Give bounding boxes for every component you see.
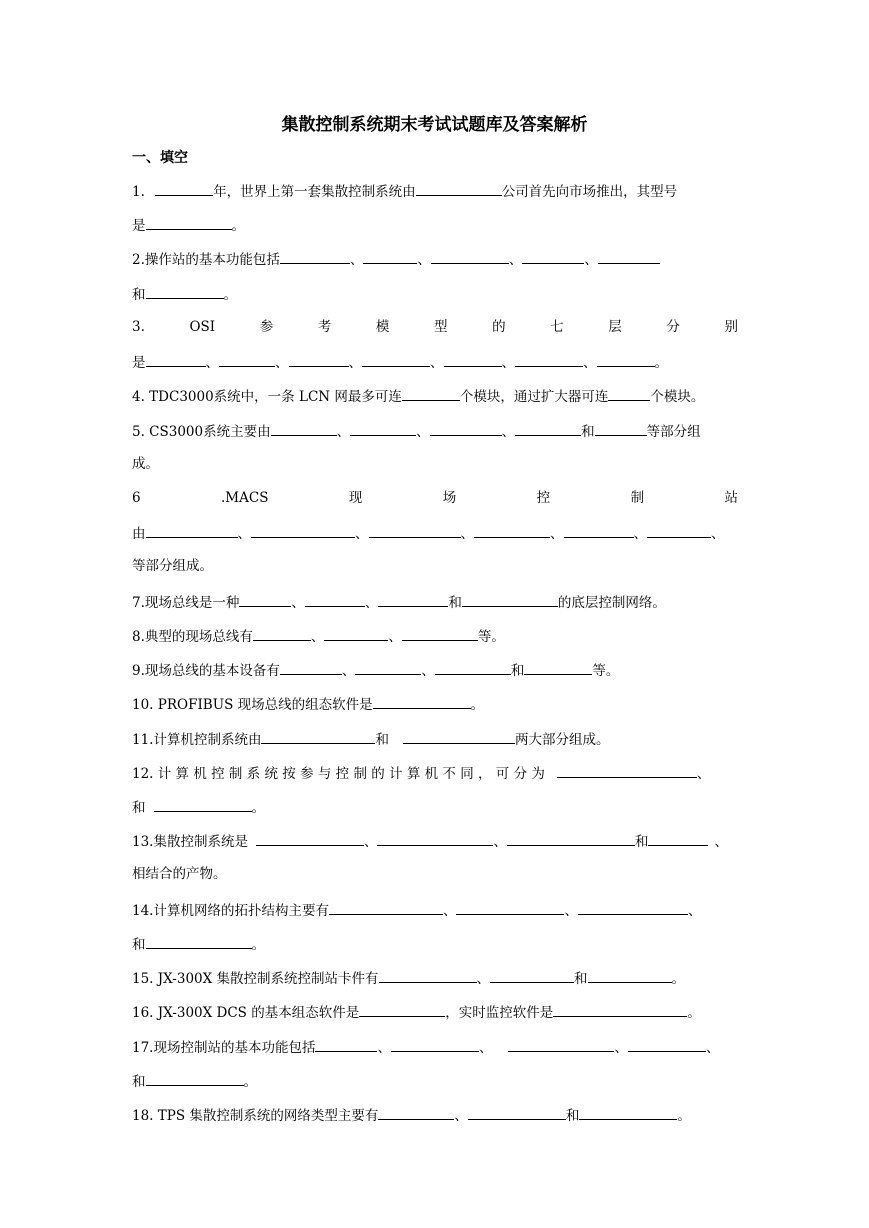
blank [578,899,688,915]
question-5: 5. CS3000系统主要由 、 、 、 和 等部分组 [132,420,738,440]
blank [369,522,461,538]
question-16: 16. JX-300X DCS 的基本组态软件是 ，实时监控软件是 。 [132,1001,738,1021]
blank [416,180,502,196]
question-2-cont: 和 。 [132,283,738,303]
question-14-cont: 和 。 [132,933,738,953]
blank [579,1104,677,1120]
blank [598,248,660,264]
blank [324,625,388,641]
blank [468,1104,566,1120]
blank [490,967,574,983]
question-9: 9.现场总线的基本设备有 、 、 和 等。 [132,659,738,679]
question-12: 12. 计 算 机 控 制 系 统 按 参 与 控 制 的 计 算 机 不 同 ， 可 分 为 、 [132,762,738,782]
blank [647,522,711,538]
question-2: 2.操作站的基本功能包括 、 、 、 、 [132,248,738,268]
question-8: 8.典型的现场总线有 、 、 等。 [132,625,738,645]
blank [435,659,511,675]
blank [329,899,443,915]
question-10: 10. PROFIBUS 现场总线的组态软件是 。 [132,693,738,713]
blank [253,625,311,641]
blank [146,351,206,367]
blank [462,591,558,607]
blank [362,351,430,367]
blank [239,591,291,607]
blank [524,659,592,675]
blank [146,522,238,538]
question-17-cont: 和 。 [132,1070,738,1090]
blank [251,522,355,538]
question-1-cont: 是 。 [132,214,738,234]
blank [564,522,634,538]
section-heading: 一、填空 [132,150,188,166]
blank [402,625,478,641]
blank [359,1001,445,1017]
blank [515,351,583,367]
blank [355,659,421,675]
question-1: 1. 年，世界上第一套集散控制系统由 公司首先向市场推出，其型号 [132,180,738,200]
question-11: 11.计算机控制系统由 和 两大部分组成。 [132,728,738,748]
blank [522,248,584,264]
blank [256,830,364,846]
blank [146,1070,244,1086]
blank [628,1036,706,1052]
blank [553,1001,687,1017]
question-14: 14.计算机网络的拓扑结构主要有 、 、 、 [132,899,738,919]
question-6: 6 .MACS 现 场 控 制 站 [132,490,738,506]
blank [154,796,252,812]
question-5-cont: 成。 [132,456,159,472]
blank [146,283,224,299]
blank [377,830,493,846]
question-13: 13.集散控制系统是 、 、 和 、 [132,830,738,850]
blank [373,693,471,709]
blank [474,522,550,538]
blank [648,830,708,846]
blank [305,591,365,607]
blank [261,728,375,744]
blank [280,248,350,264]
page-title: 集散控制系统期末考试试题库及答案解析 [281,115,588,135]
blank [557,762,697,778]
blank [363,248,417,264]
blank [289,351,349,367]
blank [588,967,672,983]
blank [508,1036,614,1052]
blank [379,967,477,983]
blank [350,420,416,436]
question-6-end: 等部分组成。 [132,558,213,574]
blank [146,933,252,949]
question-18: 18. TPS 集散控制系统的网络类型主要有 、 和 。 [132,1104,738,1124]
question-12-cont: 和 。 [132,796,738,816]
question-4: 4. TDC3000系统中，一条 LCN 网最多可连 个模块，通过扩大器可连 个模块。 [132,385,738,405]
blank [155,180,213,196]
question-3: 3. OSI 参 考 模 型 的 七 层 分 别 [132,319,738,335]
question-7: 7.现场总线是一种 、 、 和 的底层控制网络。 [132,591,738,611]
blank [431,248,509,264]
blank [597,351,655,367]
blank [403,728,515,744]
blank [378,591,448,607]
blank [456,899,564,915]
blank [271,420,337,436]
blank [219,351,275,367]
blank [315,1036,377,1052]
blank [515,420,581,436]
question-17: 17.现场控制站的基本功能包括 、 、 、 、 [132,1036,738,1056]
question-6-cont: 由 、 、 、 、 、 、 [132,522,738,542]
question-3-cont: 是 、 、 、 、 、 、 。 [132,351,738,371]
question-13-cont: 相结合的产物。 [132,866,227,882]
blank [507,830,635,846]
blank [146,214,232,230]
blank [444,351,502,367]
blank [378,1104,454,1120]
blank [280,659,342,675]
blank [391,1036,479,1052]
blank [595,420,647,436]
blank [430,420,502,436]
blank [608,385,650,401]
question-15: 15. JX-300X 集散控制系统控制站卡件有 、 和 。 [132,967,738,987]
blank [402,385,460,401]
